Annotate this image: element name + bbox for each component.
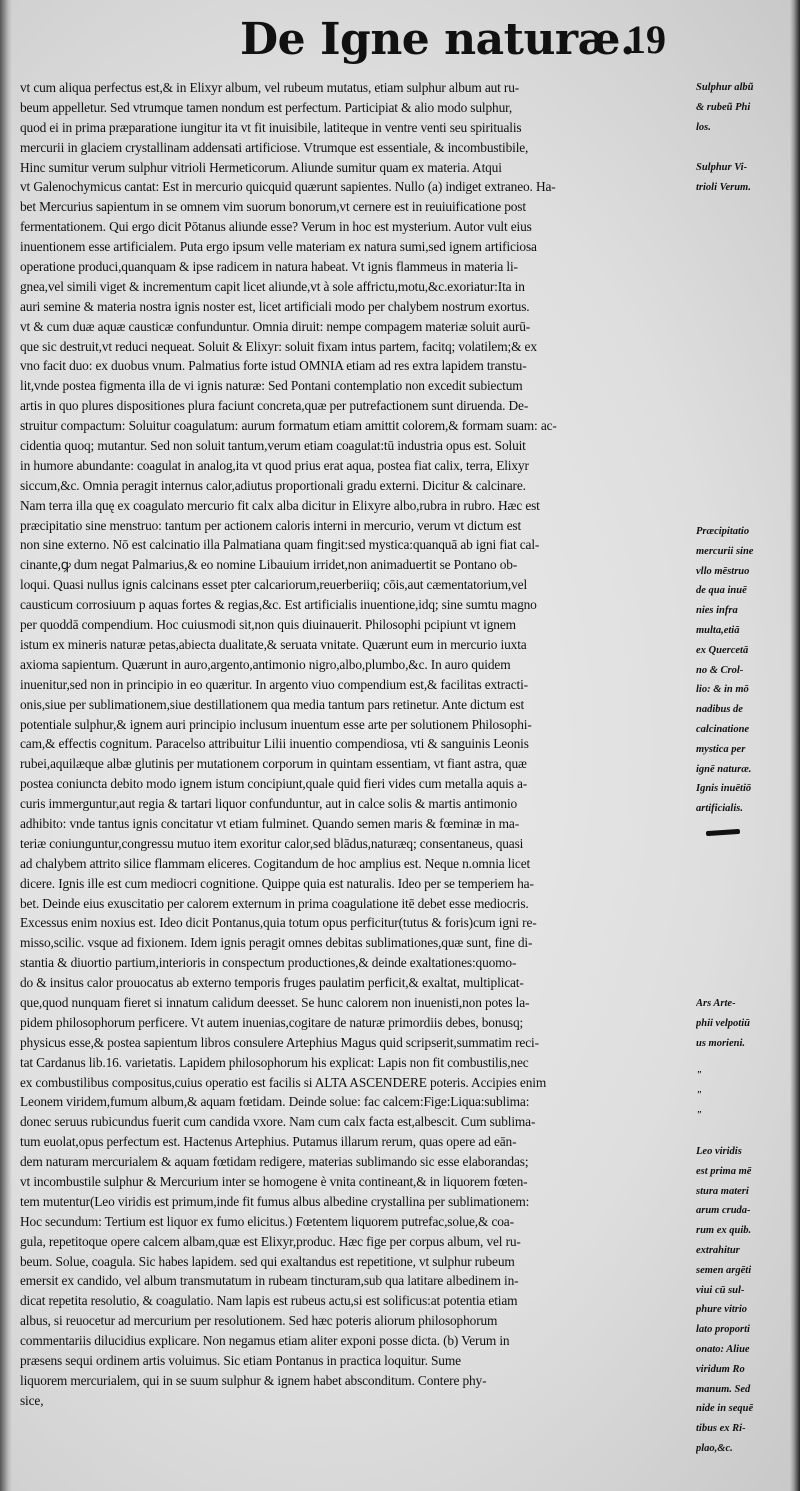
text-line: curis immerguntur,aut regia & tartari liquor confunduntur, aut in calce solis & martis antimonio [20,796,518,812]
text-line: artis in quo plures dispositiones plura faciunt concreta,quæ per putrefactionem sunt diruenda. De- [20,398,529,414]
text-line: stantia & diuortio partium,interioris in conspectum productiones,& deinde exaltationes:quomo- [20,955,517,971]
text-line: præcipitatio sine menstruo: tantum per actionem caloris interni in mercurio, verum vt dictum est [20,517,522,533]
text-line: pidem philosophorum perficere. Vt autem inuenias,cogitare de naturæ primordiis debes, bonusq; [20,1014,524,1030]
text-line: mercurii in glaciem crystallinam addensati artificiose. Vtrumque est essentiale, & incombustibile, [20,139,529,155]
text-line: tat Cardanus lib.16. varietatis. Lapidem philosophorum his explicat: Lapis non fit combustilis,nec [20,1054,529,1070]
text-line: dem naturam mercurialem & aquam fœtidam redigere, materias sublimando sic esse elaborandas; [20,1154,529,1170]
text-line: Hoc secundum: Tertium est liquor ex fumo elicitus.) Fœtentem liquorem putrefac,solue,& coa- [20,1213,514,1229]
text-line: que sic destruit,vt reduci nequeat. Soluit & Elixyr: soluit fixam intus partem, facitq; volatilem;& ex [20,338,537,354]
text-line: beum appelletur. Sed vtrumque tamen nondum est perfectum. Participiat & alio modo sulphur, [20,99,513,115]
text-line: istum ex mineris naturæ petas,abiecta dualitate,& seruata vnitate. Quærunt eum in mercurio iuxta [20,636,527,652]
text-line: Leonem viridem,fumum album,& aquam fœtidam. Deinde solue: fac calcem:Fige:Liqua:sublima: [20,1094,530,1110]
text-line: que,quod nunquam fieret si innatum calidum deesset. Se hunc calorem non inuenisti,non potes la- [20,994,530,1010]
text-line: inuenitur,sed non in principio in eo quæritur. In argento viuo compendium est,& facilitas extracti- [20,676,528,692]
text-line: in humore abundante: coagulat in analog,ita vt quod prius erat aqua, postea fiat calix, terra, Elixyr [20,457,529,473]
text-line: adhibito: vnde tantus ignis concitatur vt etiam fulminet. Quando semen maris & fœminæ in ma- [20,815,520,831]
running-title: De Igne naturæ. [240,14,635,65]
text-line: lit,vnde postea figmenta illa de vi ignis naturæ: Sed Pontani contemplatio non excedit subiectum [20,378,523,394]
text-line: misso,scilic. vsque ad fixionem. Idem ignis peragit omnes debitas sublimationes,quæ sunt, fine di- [20,935,533,951]
margin-note-ars-artephii: Ars Arte- phii velpotiū us morieni. [696,998,750,1049]
text-line: fermentationem. Qui ergo dicit Pōtanus aliunde esse? Verum in hoc est mysterium. Autor vult eius [20,219,532,235]
text-line: operatione produci,quanquam & ipse radicem in natura habeat. Vt ignis flammeus in materia li- [20,259,518,275]
text-line: rubei,aquilæque albæ glutinis per mutationem corporum in quintam essentiam, vt fiant astra, quæ [20,756,527,772]
text-line: Excessus enim noxius est. Ideo dicit Pontanus,quia totum opus perficitur(tutus & foris)cum igni re- [20,915,537,931]
page-shadow-left [0,0,12,1491]
text-line: dicere. Ignis ille est cum mediocri cognitione. Quippe quia est naturalis. Ideo per se temperiem ha- [20,875,534,891]
text-line: do & insitus calor prouocatus ab externo temporis fruges paulatim perficit,& exaltat, multiplicat- [20,975,524,991]
text-line: vt & cum duæ aquæ causticæ confunduntur. Omnia diruit: nempe compagem materiæ soluit aurū- [20,318,531,334]
text-line: gnea,vel simili viget & incrementum capit licet aliunde,vt à sole affrictu,motu,&c.exoriatur:Ita in [20,278,525,294]
text-line: beum. Solue, coagula. Sic habes lapidem. sed qui exaltandus est repetitione, vt sulphur rubeum [20,1253,515,1269]
text-line: loqui. Quasi nullus ignis calcinans esset pter calcariorum,reuerberiiq; cōis,aut cæmentatorium,vel [20,577,528,593]
ink-dash-mark [706,829,740,836]
text-line: vno facit duo: ex duobus vnum. Palmatius forte istud OMNIA etiam ad res extra lapidem transtu- [20,358,527,374]
text-line: auri semine & materia nostra ignis noster est, licet artificiali modo per chalybem nostrum exortus. [20,298,530,314]
text-line: Hinc sumitur verum sulphur vitrioli Hermeticorum. Aliunde sumitur quam ex materia. Atqui [20,159,502,175]
text-line: emersit ex candido, vel album transmutatum in rubeam tincturam,sub qua latitare albedinem in- [20,1273,519,1289]
text-line: non sine externo. Nō est calcinatio illa Palmatiana quam fingit:sed mystica:quanquā ab igni fiat cal- [20,537,540,553]
text-line: postea coniuncta debito modo ignem istum concipiunt,quale quid fieri vides cum metalla aquis a- [20,776,528,792]
text-line: commentariis dilucidius explicare. Non negamus etiam aliter exponi posse dicta. (b) Verum in [20,1333,510,1349]
text-line: gula, repetitoque opere calcem albam,quæ est Elixyr,produc. Hæc fige per corpus album, vel ru- [20,1233,521,1249]
text-line: præsens sequi ordinem artis voluimus. Sic etiam Pontanus in practica loquitur. Sume [20,1353,461,1368]
margin-note-leo-viridis: Leo viridis est prima mē stura materi arum cruda- rum ex quib. extrahitur semen argēti viui cū sul- phure vitrio lato proporti onato: Aliue viridum Ro manum. Sed nide in sequē tibus ex Ri- plao,&c. [696,1146,754,1454]
text-line: albus, si reuocetur ad mercurium per resolutionem. Sed hæc poteris aliorum philosophorum [20,1313,498,1329]
text-line: bet Mercurius sapientum in se omnem vim suorum bonorum,vt cernere est in reuiuificatione post [20,199,526,215]
text-line: dicat repetita resolutio, & coagulatio. Nam lapis est rubeus actu,si est solificus:at potentia etiam [20,1293,518,1309]
main-text-column [20,78,692,1411]
text-line: vt cum aliqua perfectus est,& in Elixyr album, vel rubeum mutatus, etiam sulphur album aut ru- [20,80,520,95]
text-line: bet. Deinde eius exuscitatio per calorem externum in prima coagulatione itē debet esse mediocris. [20,895,529,911]
text-line: liquorem mercurialem, qui in se suum sulphur & ignem habet absconditum. Contere phy- [20,1372,487,1388]
text-line: siccum,&c. Omnia peragit internus calor,adiutus proportionali gradu externi. Dicitur & calcinare. [20,477,526,493]
margin-note-sulphur-album: Sulphur albũ & rubeũ Phi los. [696,82,754,133]
text-line: per quoddā compendium. Hoc cuiusmodi sit,non quis diuinauerit. Philosophi pcipiunt vt ignem [20,617,516,633]
margin-note-praecipitatio: Præcipitatio mercurii sine vllo mēstruo de qua inuē nies infra multa,etiā ex Quercetā no & Crol- lio: & in mō nadibus de calcinatione mystica per ignē naturæ. Ignis inuētiō artificialis. [696,526,754,815]
text-line: vt incombustile sulphur & Mercurium inter se homogene è vnita contineant,& in liquorem fœten- [20,1173,528,1189]
text-line: ad chalybem attrito silice flammam eliceres. Cogitandum de hoc amplius est. Neque n.omnia licet [20,855,531,871]
text-line: vt Galenochymicus cantat: Est in mercurio quicquid quærunt sapientes. Nullo (a) indiget extraneo. Ha- [20,179,556,195]
text-line: tum euolat,opus perfectum est. Hactenus Artephius. Putamus illarum rerum, quas opere ad eān- [20,1134,517,1150]
text-line: onis,siue per sublimationem,siue destillationem qua media tantum pars retinetur. Ante dictum est [20,696,525,712]
text-line: axioma sapientum. Quærunt in auro,argento,antimonio nigro,albo,plumbo,&c. In auro quidem [20,656,511,672]
text-line: cidentia quoq; mutantur. Sed non soluit tantum,verum etiam coagulat:tū industria opus est. Soluit [20,438,526,454]
text-line: cinante,ꝙ dum negat Palmarius,& eo nomine Libauium irridet,non animaduertit se Pontano ob- [20,557,518,573]
text-line: quod ei in prima præparatione iungitur ita vt fit inuisibile, latiteque in ventre venti seu spiritualis [20,119,522,135]
text-line: physicus esse,& postea sapientum libros consulere Artephius Magus quid scripserit,summatim reci- [20,1034,539,1050]
text-line: Nam terra illa quę ex coagulato mercurio fit calx alba dicitur in Elixyre albo,rubra in rubro. Hæc est [20,497,540,513]
text-line: ex combustilibus compositus,cuius operatio est facilis si ALTA ASCENDERE poteris. Accipies enim [20,1074,547,1090]
text-line: struitur compactum: Soluitur coagulatum: aurum formatum etiam amittit colorem,& formam suam: ac- [20,418,557,434]
text-line: cam,& effectis cognitum. Paracelso attribuitur Lilii inuentio compendiosa, vti & sanguinis Leonis [20,736,529,752]
text-line: sice, [20,1392,44,1408]
margin-note-sulphur-vitrioli: Sulphur Vi- trioli Verum. [696,162,751,193]
text-line: donec seruus rubicundus fuerit cum candida vxore. Nam cum calx facta est,albescit. Cum sublima- [20,1114,536,1130]
text-line: teriæ coniunguntur,congressu mutuo item exoritur calor,sed blādus,naturæq; consentaneus, quasi [20,835,524,851]
text-line: causticum corrosiuum p aquas fortes & regias,&c. Est artificialis inuentione,idq; sine sumtu magno [20,597,537,613]
text-line: potentiale sulphur,& ignem auri principio inclusum inuentum esse arte per solutionem Philosophi- [20,716,532,732]
text-line: tem mutentur(Leo viridis est primum,inde fit fumus albus albedine crystallina per sublimationem: [20,1193,530,1209]
margin-note-quotation-marks: " " " [696,1070,702,1121]
text-line: inuentionem esse artificialem. Puta ergo ipsum velle materiam ex natura sumi,sed ignem artificiosa [20,239,537,255]
page-header [0,14,800,66]
page-number: 19 [626,17,666,62]
